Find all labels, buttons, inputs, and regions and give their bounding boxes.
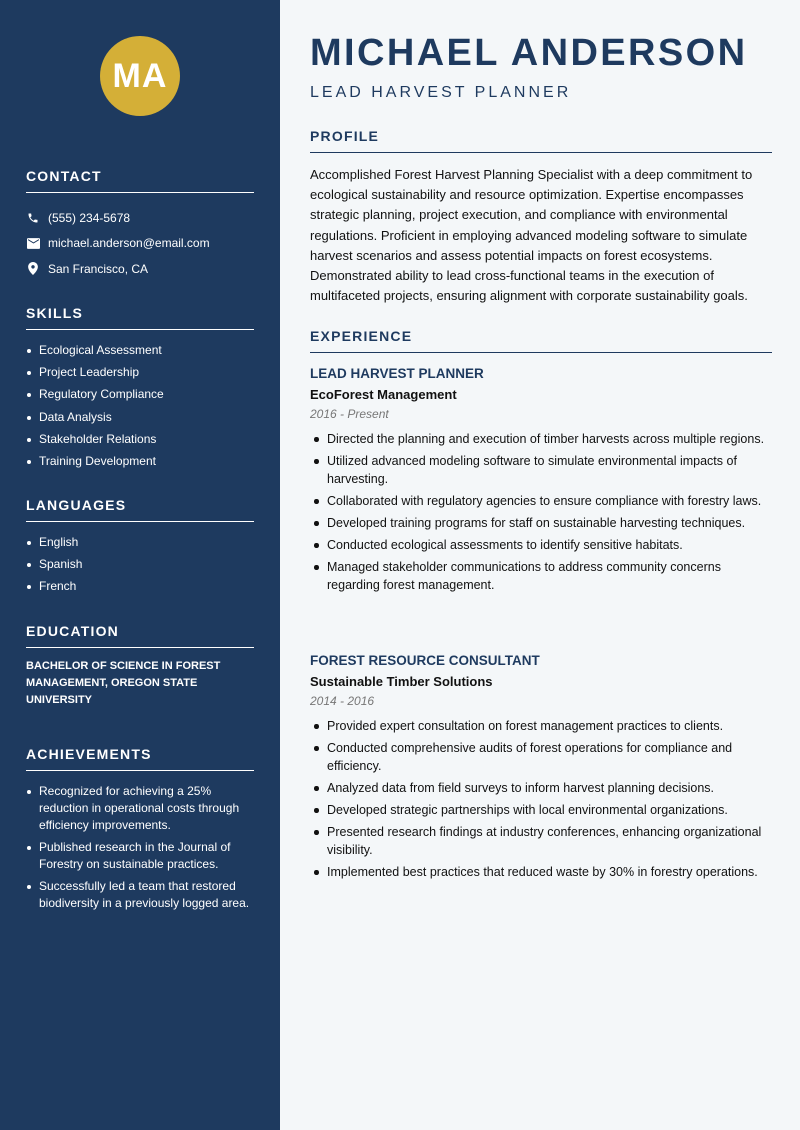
- skill-item: Data Analysis: [26, 409, 254, 426]
- education-heading: EDUCATION: [26, 623, 254, 648]
- achievements-list: [26, 783, 254, 912]
- job-bullet: Analyzed data from field surveys to inform harvest planning decisions.: [310, 779, 772, 797]
- skills-heading: SKILLS: [26, 305, 254, 330]
- language-item: English: [26, 534, 254, 551]
- profile-heading: PROFILE: [310, 128, 772, 153]
- job-bullet: Developed strategic partnerships with local environmental organizations.: [310, 801, 772, 819]
- job-bullet: Collaborated with regulatory agencies to ensure compliance with forestry laws.: [310, 492, 772, 510]
- job-bullet: Developed training programs for staff on sustainable harvesting techniques.: [310, 514, 772, 532]
- company-name: Sustainable Timber Solutions: [310, 674, 493, 689]
- contact-phone: [26, 205, 254, 231]
- candidate-name: MICHAEL ANDERSON: [310, 32, 748, 74]
- job-dates: 2014 - 2016: [310, 694, 375, 708]
- achievement-item: Recognized for achieving a 25% reduction in operational costs through efficiency improvements.: [26, 783, 254, 834]
- phone-text: (555) 234-5678: [48, 210, 131, 225]
- skill-item: Training Development: [26, 453, 254, 470]
- language-item: Spanish: [26, 556, 254, 573]
- job-bullets: [310, 717, 772, 881]
- degree-text: BACHELOR OF SCIENCE IN FOREST MANAGEMENT, OREGON STATE UNIVERSITY: [26, 660, 221, 706]
- sidebar: [0, 0, 280, 1130]
- achievements-section: [26, 746, 254, 917]
- language-item: French: [26, 578, 254, 595]
- job-dates: 2016 - Present: [310, 407, 389, 421]
- achievements-heading: ACHIEVEMENTS: [26, 746, 254, 771]
- contact-heading: CONTACT: [26, 168, 254, 193]
- profile-text: Accomplished Forest Harvest Planning Specialist with a deep commitment to ecological sustainability and resource optimization. Expertise encompasses strategic planning, project execution, and compliance with environmental regulations. Proficient in employing advanced modeling software to simulate harvest scenarios and assess potential impacts on forest ecosystems. Demonstrated ability to lead cross-functional teams in the execution of multifaceted projects, ensuring alignment with corporate sustainability goals.: [310, 167, 753, 304]
- job-bullet: Managed stakeholder communications to address community concerns regarding forest management.: [310, 558, 772, 594]
- job-entry: [310, 653, 772, 885]
- contact-email: [26, 231, 254, 257]
- job-bullet: Directed the planning and execution of timber harvests across multiple regions.: [310, 430, 772, 448]
- job-bullets: [310, 430, 772, 594]
- job-entry-title: FOREST RESOURCE CONSULTANT: [310, 653, 540, 668]
- skill-item: Ecological Assessment: [26, 342, 254, 359]
- email-text: michael.anderson@email.com: [48, 236, 210, 251]
- contact-section: [26, 168, 254, 282]
- languages-list: [26, 534, 254, 595]
- experience-heading: EXPERIENCE: [310, 328, 772, 353]
- achievement-item: Successfully led a team that restored biodiversity in a previously logged area.: [26, 878, 254, 912]
- location-pin-icon: [26, 262, 40, 276]
- avatar-initials: MA: [112, 56, 168, 95]
- contact-list: [26, 205, 254, 282]
- job-title: LEAD HARVEST PLANNER: [310, 84, 572, 101]
- languages-heading: LANGUAGES: [26, 497, 254, 522]
- email-icon: [26, 236, 40, 250]
- skill-item: Stakeholder Relations: [26, 431, 254, 448]
- achievement-item: Published research in the Journal of Forestry on sustainable practices.: [26, 839, 254, 873]
- education-section: [26, 623, 254, 709]
- job-bullet: Implemented best practices that reduced waste by 30% in forestry operations.: [310, 863, 772, 881]
- job-bullet: Utilized advanced modeling software to simulate environmental impacts of harvesting.: [310, 452, 772, 488]
- contact-location: [26, 256, 254, 282]
- profile-section: [310, 128, 772, 306]
- company-name: EcoForest Management: [310, 387, 457, 402]
- skill-item: Project Leadership: [26, 364, 254, 381]
- job-bullet: Provided expert consultation on forest management practices to clients.: [310, 717, 772, 735]
- job-entry-title: LEAD HARVEST PLANNER: [310, 366, 484, 381]
- skills-list: [26, 342, 254, 470]
- languages-section: [26, 497, 254, 601]
- job-bullet: Conducted ecological assessments to identify sensitive habitats.: [310, 536, 772, 554]
- job-bullet: Presented research findings at industry conferences, enhancing organizational visibility.: [310, 823, 772, 859]
- job-bullet: Conducted comprehensive audits of forest operations for compliance and efficiency.: [310, 739, 772, 775]
- avatar: [100, 36, 180, 116]
- experience-section: [310, 328, 772, 353]
- job-entry: [310, 366, 772, 598]
- skill-item: Regulatory Compliance: [26, 386, 254, 403]
- skills-section: [26, 305, 254, 475]
- phone-icon: [26, 211, 40, 225]
- location-text: San Francisco, CA: [48, 261, 149, 276]
